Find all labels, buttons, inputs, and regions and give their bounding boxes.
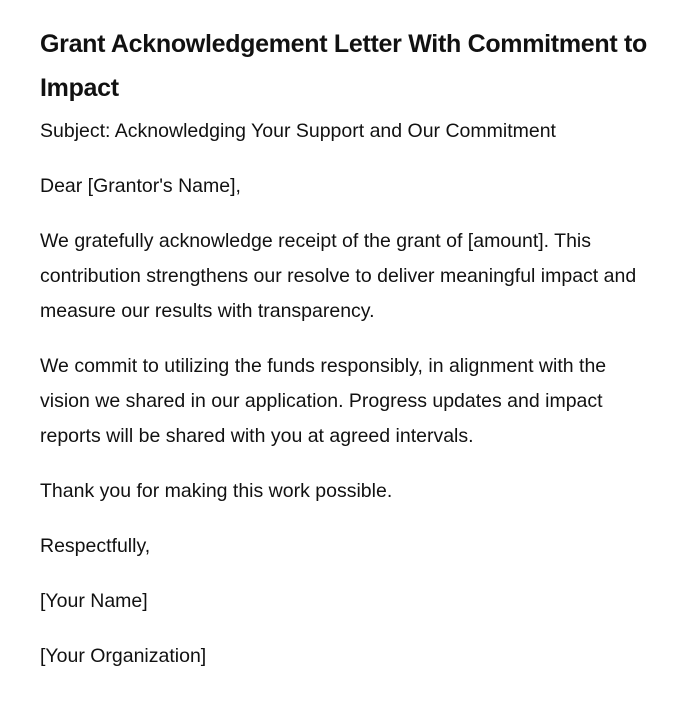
greeting: Dear [Grantor's Name], xyxy=(40,175,241,197)
subject-line: Subject: Acknowledging Your Support and Our Commitment xyxy=(40,120,556,142)
body-paragraph: We commit to utilizing the funds responsibly, in alignment with the vision we shared in our application. Progress updates and impact reports will be shared with you at agreed intervals. xyxy=(40,355,607,447)
body-paragraph: We gratefully acknowledge receipt of the grant of [amount]. This contribution strengthens our resolve to deliver meaningful impact and measure our results with transparency. xyxy=(40,230,637,322)
page-title: Grant Acknowledgement Letter With Commitment to Impact xyxy=(40,30,648,102)
letter xyxy=(40,22,660,694)
signature-name: [Your Name] xyxy=(40,590,148,612)
signature-organization: [Your Organization] xyxy=(40,645,207,667)
body-paragraph: Thank you for making this work possible. xyxy=(40,480,393,502)
closing: Respectfully, xyxy=(40,535,151,557)
